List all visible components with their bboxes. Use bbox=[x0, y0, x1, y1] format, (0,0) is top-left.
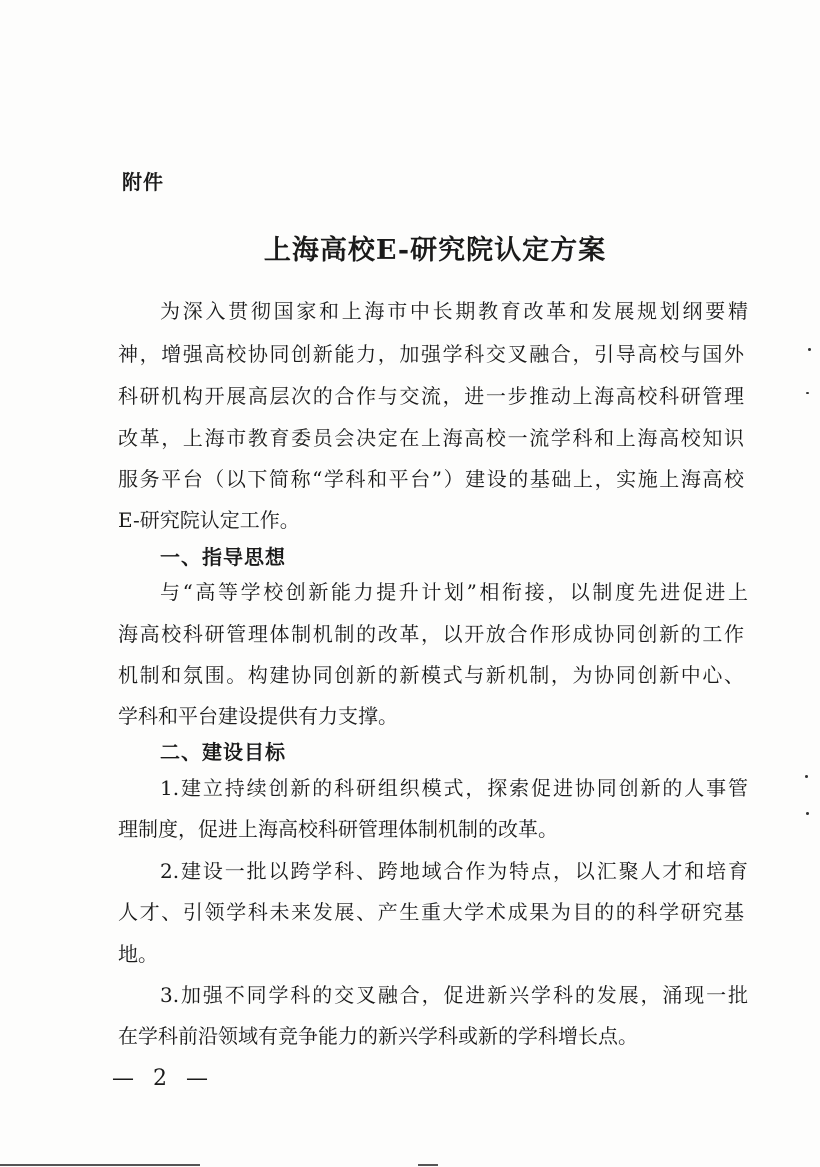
intro-line-5: 服务平台（以下简称“学科和平台”）建设的基础上，实施上海高校 bbox=[118, 467, 744, 491]
goal-3-line-1: 3.加强不同学科的交叉融合，促进新兴学科的发展，涌现一批 bbox=[160, 983, 748, 1007]
scan-edge-line bbox=[418, 1164, 438, 1166]
intro-line-1: 为深入贯彻国家和上海市中长期教育改革和发展规划纲要精 bbox=[160, 299, 748, 323]
intro-line-3: 科研机构开展高层次的合作与交流，进一步推动上海高校科研管理 bbox=[118, 384, 744, 408]
goal-2-line-3: 地。 bbox=[118, 942, 158, 966]
goal-1-line-1: 1.建立持续创新的科研组织模式，探索促进协同创新的人事管 bbox=[160, 776, 748, 800]
section1-line-4: 学科和平台建设提供有力支撑。 bbox=[118, 704, 398, 728]
intro-line-2: 神，增强高校协同创新能力，加强学科交叉融合，引导高校与国外 bbox=[118, 342, 744, 366]
section-heading-construction-goals: 二、建设目标 bbox=[160, 740, 286, 764]
goal-2-line-1: 2.建设一批以跨学科、跨地域合作为特点，以汇聚人才和培育 bbox=[160, 859, 748, 883]
goal-1-line-2: 理制度，促进上海高校科研管理体制机制的改革。 bbox=[118, 817, 558, 841]
scan-speck bbox=[806, 812, 809, 815]
goal-3-line-2: 在学科前沿领域有竞争能力的新兴学科或新的学科增长点。 bbox=[118, 1024, 638, 1048]
intro-line-6: E-研究院认定工作。 bbox=[118, 508, 300, 532]
scan-speck bbox=[808, 348, 811, 351]
document-title: 上海高校E-研究院认定方案 bbox=[263, 235, 607, 266]
goal-2-line-2: 人才、引领学科未来发展、产生重大学术成果为目的的科学研究基 bbox=[118, 900, 744, 924]
section-heading-guiding-ideology: 一、指导思想 bbox=[160, 545, 286, 569]
attachment-label: 附件 bbox=[122, 170, 164, 194]
scan-speck bbox=[805, 775, 808, 778]
section1-line-1: 与“高等学校创新能力提升计划”相衔接，以制度先进促进上 bbox=[160, 580, 748, 604]
intro-line-4: 改革，上海市教育委员会决定在上海高校一流学科和上海高校知识 bbox=[118, 426, 744, 450]
scan-speck bbox=[806, 392, 809, 394]
page-number: — 2 — bbox=[112, 1066, 214, 1091]
section1-line-3: 机制和氛围。构建协同创新的新模式与新机制，为协同创新中心、 bbox=[118, 663, 744, 687]
section1-line-2: 海高校科研管理体制机制的改革，以开放合作形成协同创新的工作 bbox=[118, 622, 744, 646]
scan-edge-line bbox=[0, 1164, 200, 1166]
